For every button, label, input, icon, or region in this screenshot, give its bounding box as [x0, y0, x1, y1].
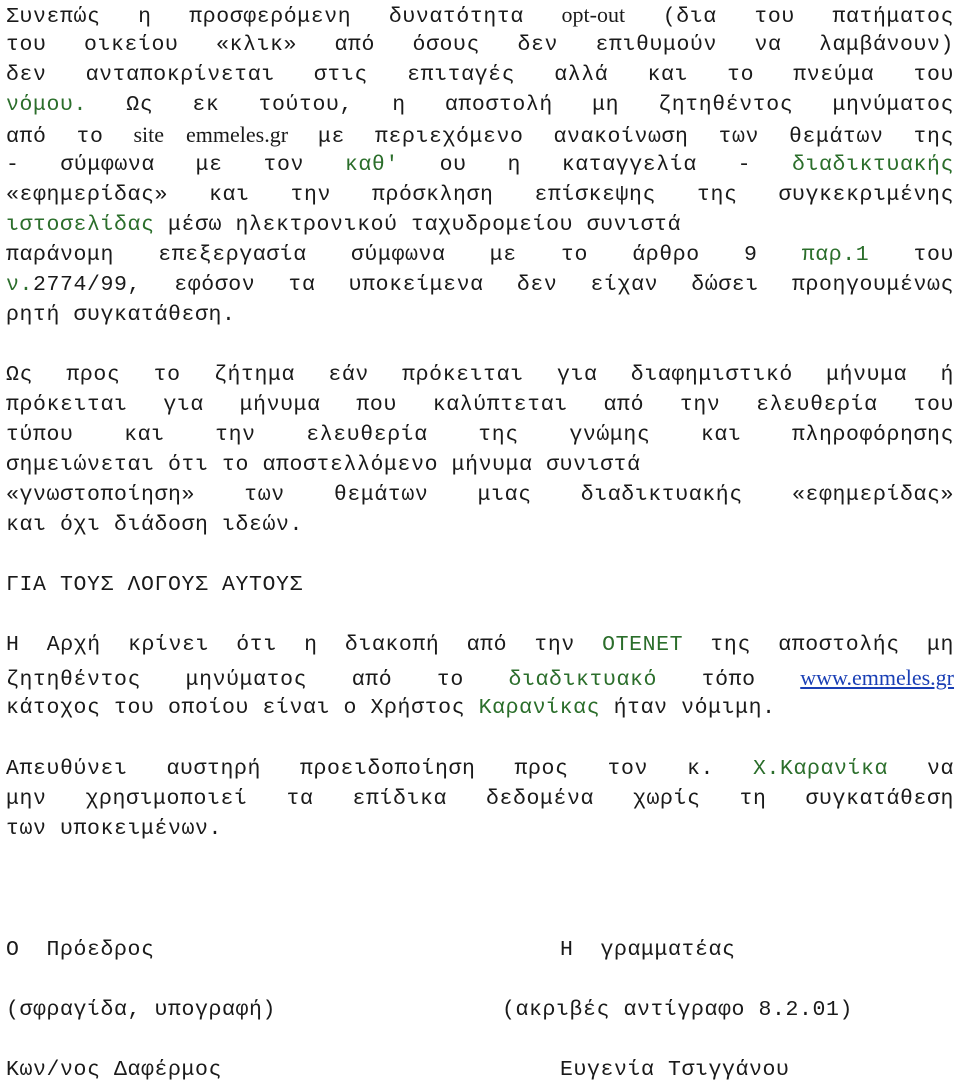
text: παράνομη επεξεργασία σύμφωνα με το άρθρο 9: [6, 243, 802, 267]
highlighted-word: ν.: [6, 273, 34, 297]
left-signatory-title: Ο Πρόεδρος: [6, 938, 155, 962]
p1-line-6: [6, 150, 954, 180]
p2-line-5: [6, 480, 954, 510]
text: Ως εκ τούτου, η αποστολή μη ζητηθέντος μηνύματος: [87, 93, 954, 117]
p3-line-1: [6, 630, 954, 660]
p4-line-3: [6, 814, 954, 844]
highlighted-word: Καρανίκας: [478, 696, 601, 720]
p1-line-9: [6, 240, 954, 270]
highlighted-word: ιστοσελίδας: [6, 213, 155, 237]
text: - σύμφωνα με τον: [6, 153, 345, 177]
p2-line-2: [6, 390, 954, 420]
right-signatory-title: Η γραμματέας: [560, 938, 736, 962]
text: ήταν νόμιμη.: [600, 696, 776, 720]
text: να: [888, 757, 955, 781]
p1-line-4: [6, 90, 954, 120]
p2-line-6: [6, 510, 954, 540]
text: κάτοχος του οποίου είναι ο Χρήστος: [6, 696, 479, 720]
highlighted-word: Χ.Καρανίκα: [752, 757, 889, 781]
text: του: [869, 243, 954, 267]
left-signatory-name: Κων/νος Δαφέρμος: [6, 1058, 223, 1082]
text: του οικείου «κλικ» από όσους δεν επιθυμούν να λαμβάνουν): [6, 33, 954, 57]
text: πρόκειται για μήνυμα που καλύπτεται από την ελευθερία του: [6, 393, 954, 417]
text: με περιεχόμενο ανακοίνωση των θεμάτων της: [288, 125, 955, 149]
site-name: site emmeles.gr: [133, 122, 289, 147]
text: ζητηθέντος μηνύματος από το: [6, 668, 509, 692]
text: σημειώνεται ότι το αποστελλόμενο μήνυμα συνιστά: [6, 453, 641, 477]
p1-line-10: [6, 270, 954, 300]
right-signatory-name: Ευγενία Τσιγγάνου: [560, 1058, 790, 1082]
text: της αποστολής μη: [683, 633, 954, 657]
text: Ως προς το ζήτημα εάν πρόκειται για διαφημιστικό μήνυμα ή: [6, 363, 954, 387]
text: «γνωστοποίηση» των θεμάτων μιας διαδικτυακής «εφημερίδας»: [6, 483, 954, 507]
p1-line-5: [6, 120, 954, 150]
text: και όχι διάδοση ιδεών.: [6, 513, 304, 537]
highlighted-word: διαδικτυακό: [508, 668, 658, 692]
text: τύπου και την ελευθερία της γνώμης και πληροφόρησης: [6, 423, 954, 447]
left-signatory-note: (σφραγίδα, υπογραφή): [6, 998, 277, 1022]
p3-line-3: [6, 693, 954, 723]
text: Απευθύνει αυστηρή προειδοποίηση προς τον κ.: [6, 757, 753, 781]
p3-line-2: [6, 663, 954, 693]
p1-line-7: [6, 180, 954, 210]
text: (δια του πατήματος: [625, 5, 954, 29]
p1-line-1: [6, 0, 954, 30]
text: μην χρησιμοποιεί τα επίδικα δεδομένα χωρίς τη συγκατάθεση: [6, 787, 954, 811]
opt-out-term: opt-out: [561, 2, 626, 27]
p4-line-1: [6, 754, 954, 784]
section-heading: ΓΙΑ ΤΟΥΣ ΛΟΓΟΥΣ ΑΥΤΟΥΣ: [6, 573, 304, 597]
text: από το: [6, 125, 134, 149]
p1-line-2: [6, 30, 954, 60]
p1-line-11: [6, 300, 954, 330]
highlighted-word: διαδικτυακής: [791, 153, 954, 177]
text: των υποκειμένων.: [6, 817, 223, 841]
website-link[interactable]: www.emmeles.gr: [800, 665, 955, 690]
text: 2774/99, εφόσον τα υποκείμενα δεν είχαν δώσει προηγουμένως: [33, 273, 954, 297]
p2-line-1: [6, 360, 954, 390]
highlighted-word: OTENET: [602, 633, 684, 657]
text: ου η καταγγελία -: [398, 153, 792, 177]
p1-line-3: [6, 60, 954, 90]
p2-line-3: [6, 420, 954, 450]
text: Η Αρχή κρίνει ότι η διακοπή από την: [6, 633, 603, 657]
highlighted-word: καθ': [344, 153, 399, 177]
text: Συνεπώς η προσφερόμενη δυνατότητα: [6, 5, 562, 29]
text: ρητή συγκατάθεση.: [6, 303, 236, 327]
p2-line-4: [6, 450, 954, 480]
text: μέσω ηλεκτρονικού ταχυδρομείου συνιστά: [154, 213, 682, 237]
p4-line-2: [6, 784, 954, 814]
text: «εφημερίδας» και την πρόσκληση επίσκεψης της συγκεκριμένης: [6, 183, 954, 207]
p1-line-8: [6, 210, 954, 240]
text: δεν ανταποκρίνεται στις επιταγές αλλά και το πνεύμα του: [6, 63, 954, 87]
highlighted-word: νόμου.: [6, 93, 88, 117]
right-signatory-note: (ακριβές αντίγραφο 8.2.01): [502, 998, 854, 1022]
text: τόπο: [657, 668, 801, 692]
highlighted-word: παρ.1: [801, 243, 870, 267]
